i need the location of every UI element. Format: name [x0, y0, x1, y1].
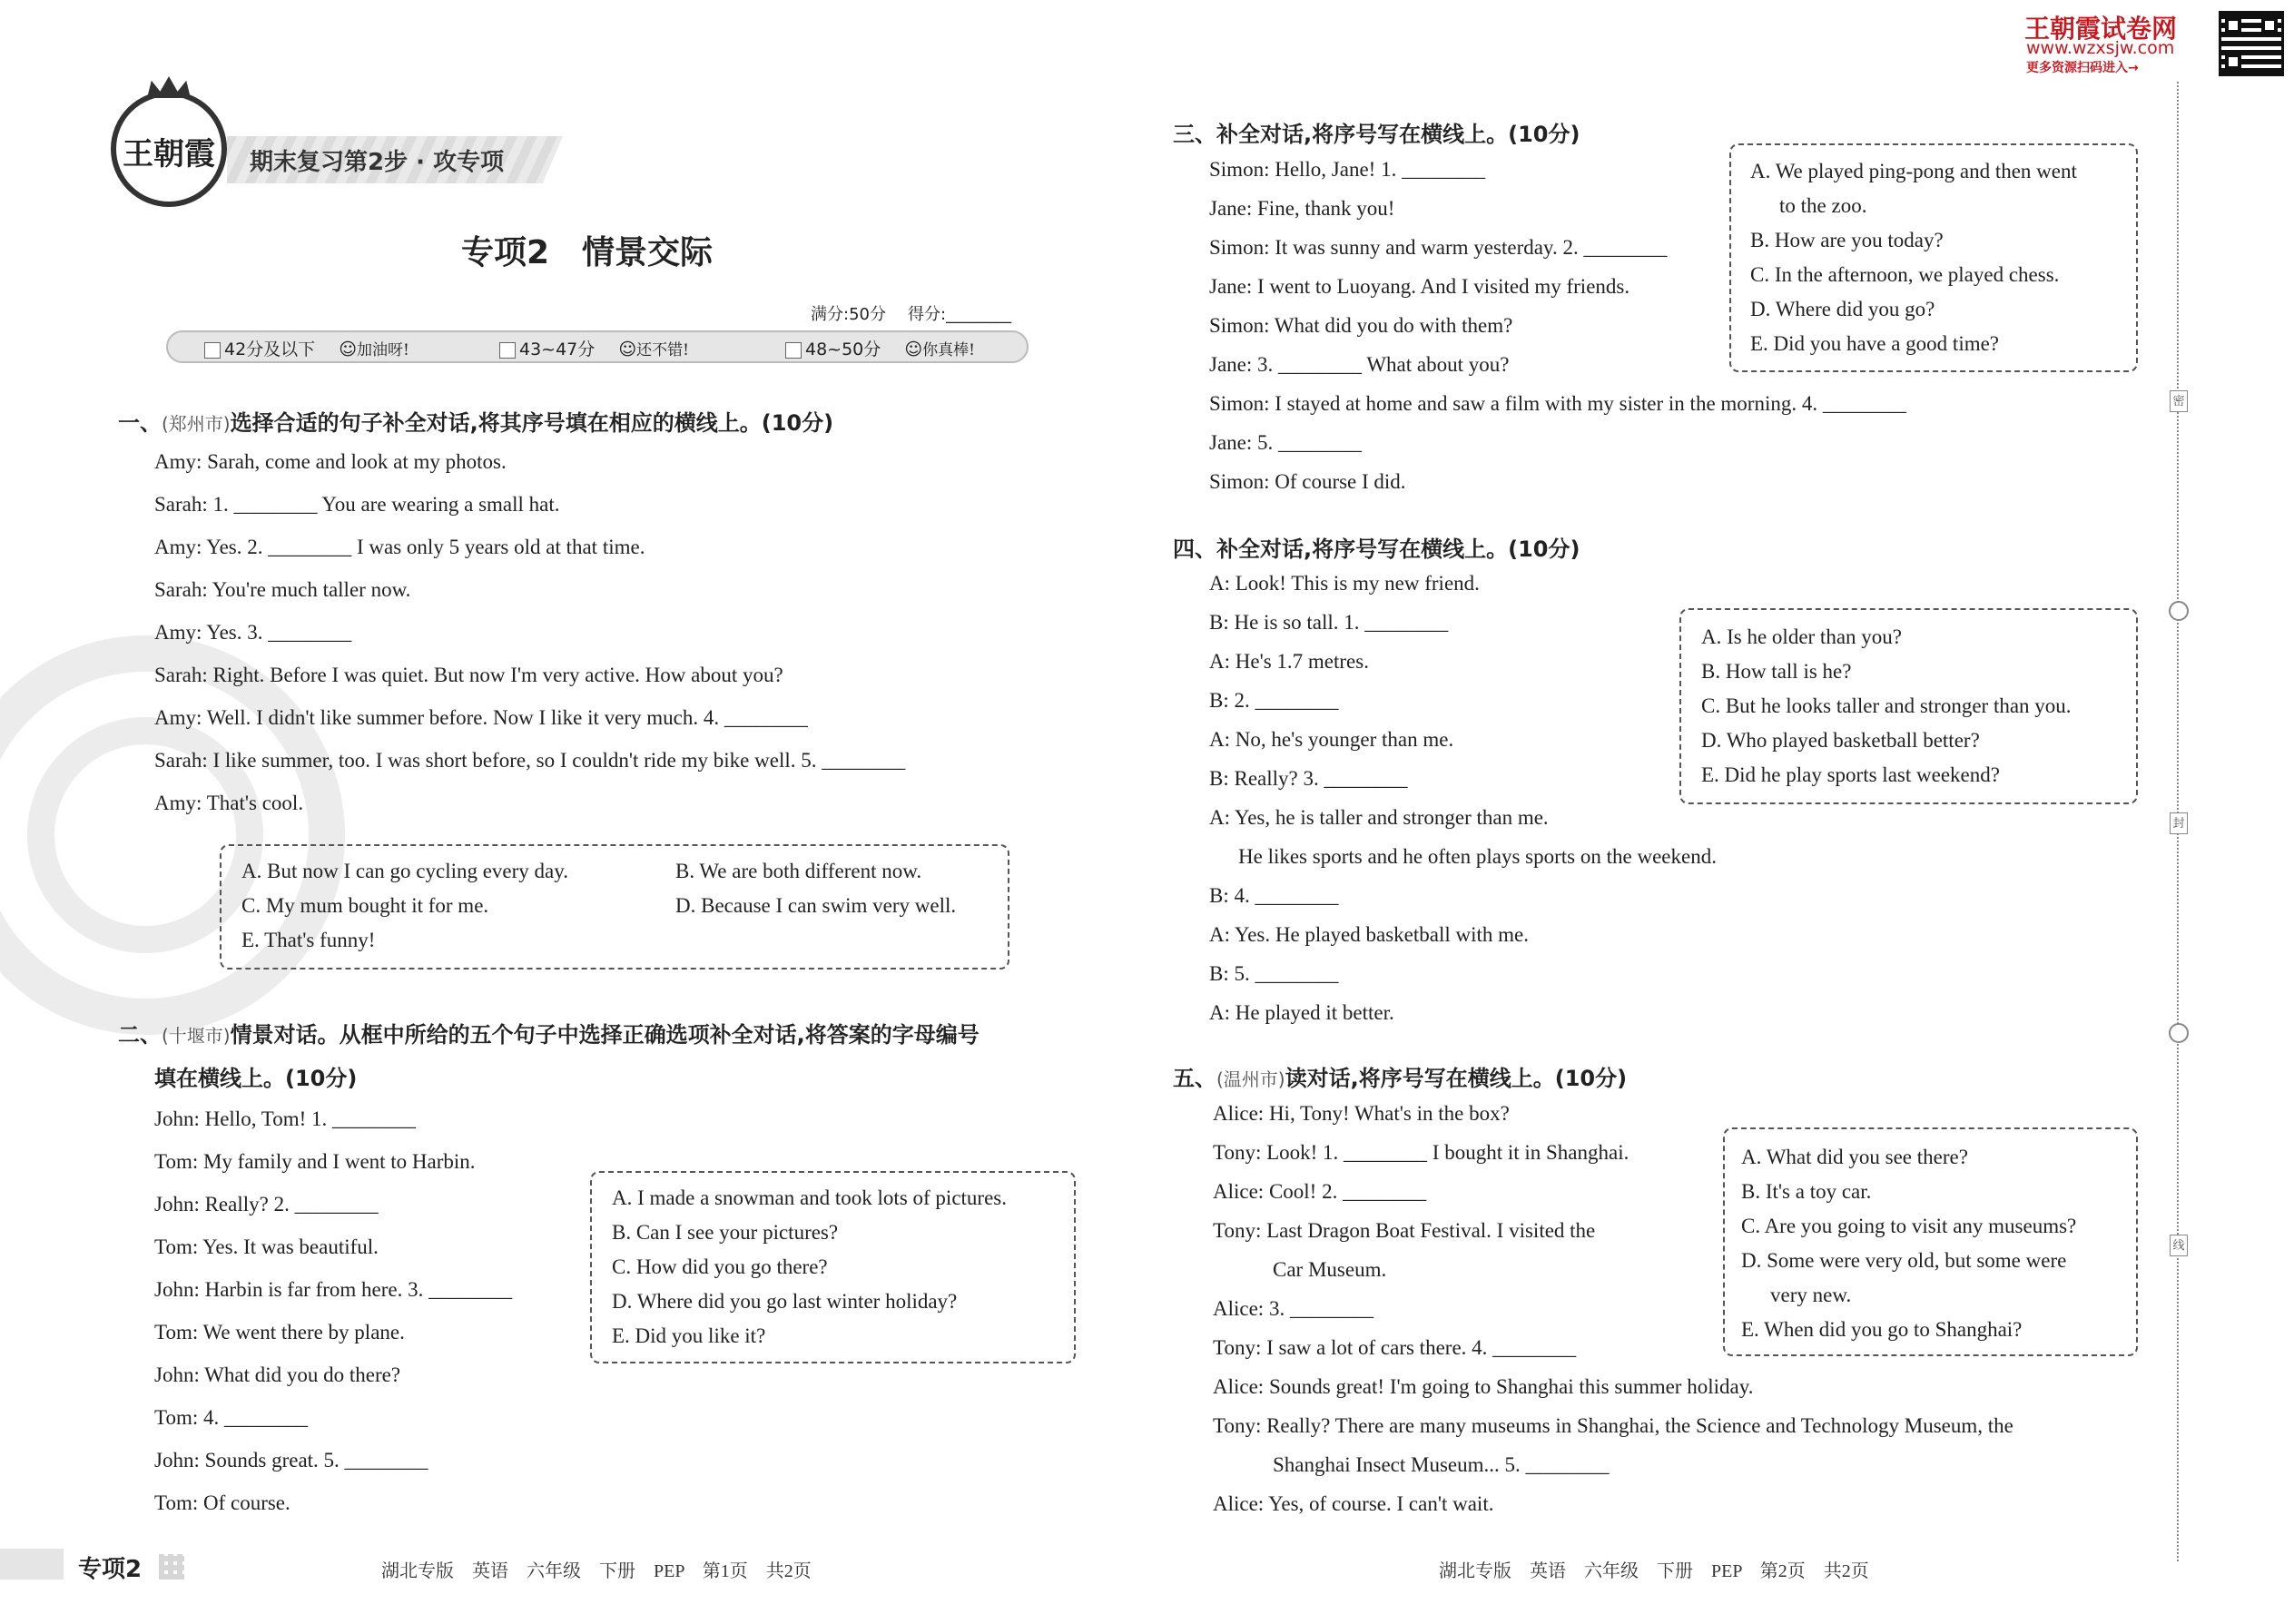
dialogue-line[interactable]: Shanghai Insect Museum... 5. ________	[1273, 1453, 1610, 1476]
dialogue-line: Simon: What did you do with them?	[1209, 314, 1513, 337]
site-brand: 王朝霞试卷网	[2024, 14, 2178, 44]
option: very new.	[1770, 1284, 1852, 1306]
option: D. Because I can swim very well.	[675, 894, 957, 917]
margin-mark-xian: 线	[2170, 1235, 2188, 1256]
footer-tag: 专项2	[78, 1556, 143, 1583]
option: B. It's a toy car.	[1741, 1180, 1872, 1203]
dialogue-line: Sarah: You're much taller now.	[154, 578, 411, 601]
dialogue-line[interactable]: Simon: Hello, Jane! 1. ________	[1209, 158, 1486, 181]
binding-hole-icon	[2169, 601, 2189, 621]
dialogue-line: A: Yes, he is taller and stronger than me.	[1209, 806, 1549, 829]
dialogue-line[interactable]: John: Hello, Tom! 1. ________	[154, 1107, 417, 1130]
dialogue-line: Tom: My family and I went to Harbin.	[154, 1150, 476, 1173]
option: E. When did you go to Shanghai?	[1741, 1318, 2023, 1341]
dialogue-line[interactable]: Alice: Cool! 2. ________	[1213, 1180, 1427, 1203]
dialogue-line: A: Yes. He played basketball with me.	[1209, 923, 1529, 946]
section-3-heading: 三、补全对话,将序号写在横线上。(10分)	[1173, 122, 1580, 147]
option: E. Did he play sports last weekend?	[1701, 763, 2000, 786]
dialogue-line: Tony: Really? There are many museums in Shanghai, the Science and Technology Museum, the	[1213, 1414, 2013, 1437]
dialogue-line[interactable]: Simon: I stayed at home and saw a film with my sister in the morning. 4. ________	[1209, 392, 1906, 415]
face-icon: ☺	[618, 340, 637, 359]
dialogue-line[interactable]: John: Sounds great. 5. ________	[154, 1449, 428, 1471]
dialogue-line[interactable]: Tony: Look! 1. ________ I bought it in Shanghai.	[1213, 1141, 1629, 1164]
dialogue-line: A: He played it better.	[1209, 1001, 1394, 1024]
dialogue-line[interactable]: B: He is so tall. 1. ________	[1209, 611, 1449, 634]
option: D. Some were very old, but some were	[1741, 1249, 2067, 1272]
option: A. I made a snowman and took lots of pictures.	[612, 1186, 1007, 1209]
dialogue-line: Amy: That's cool.	[154, 792, 304, 814]
brand-logo	[111, 91, 227, 207]
dialogue-line: Jane: I went to Luoyang. And I visited my friends.	[1209, 275, 1630, 298]
dialogue-line: Amy: Sarah, come and look at my photos.	[154, 450, 507, 473]
score-level-3[interactable]: 48~50分 ☺你真棒!	[785, 336, 975, 360]
dialogue-line[interactable]: B: 2. ________	[1209, 689, 1339, 712]
option: A. We played ping-pong and then went	[1750, 160, 2077, 182]
binding-hole-icon	[2169, 1023, 2189, 1043]
footer-dots-icon	[159, 1554, 184, 1580]
option: C. My mum bought it for me.	[241, 894, 489, 917]
option: E. Did you have a good time?	[1750, 332, 2000, 355]
margin-mark-feng: 封	[2170, 812, 2188, 834]
dialogue-line: A: Look! This is my new friend.	[1209, 572, 1480, 595]
dialogue-line[interactable]: B: Really? 3. ________	[1209, 767, 1408, 790]
dialogue-line: Car Museum.	[1273, 1258, 1387, 1281]
site-note: 更多资源扫码进入→	[2026, 61, 2139, 75]
dialogue-line: Tom: Yes. It was beautiful.	[154, 1235, 379, 1258]
option: B. We are both different now.	[675, 860, 922, 882]
option: D. Where did you go last winter holiday?	[612, 1290, 958, 1313]
face-icon: ☺	[339, 340, 358, 359]
dialogue-line[interactable]: Simon: It was sunny and warm yesterday. 2. ________	[1209, 236, 1668, 259]
option: E. Did you like it?	[612, 1324, 766, 1347]
option: B. How tall is he?	[1701, 660, 1852, 683]
page-title: 专项2 情景交际	[461, 234, 714, 271]
dialogue-line[interactable]: B: 5. ________	[1209, 962, 1339, 985]
option: C. Are you going to visit any museums?	[1741, 1215, 2077, 1237]
footer-page-2: 湖北专版 英语 六年级 下册 PEP 第2页 共2页	[1439, 1561, 1869, 1581]
footer-page-1: 湖北专版 英语 六年级 下册 PEP 第1页 共2页	[381, 1561, 812, 1581]
dialogue-line[interactable]: Tony: I saw a lot of cars there. 4. ________	[1213, 1336, 1577, 1359]
dialogue-line: He likes sports and he often plays sports on the weekend.	[1238, 845, 1717, 868]
dialogue-line[interactable]: Jane: 5. ________	[1209, 431, 1363, 454]
dialogue-line: Alice: Yes, of course. I can't wait.	[1213, 1492, 1494, 1515]
logo-text: 王朝霞	[123, 136, 215, 172]
dialogue-line: Simon: Of course I did.	[1209, 470, 1406, 493]
score-level-2-checkbox[interactable]	[499, 342, 516, 359]
dialogue-line: Jane: Fine, thank you!	[1209, 197, 1395, 220]
dialogue-line[interactable]: Alice: 3. ________	[1213, 1297, 1373, 1320]
margin-mark-mi: 密	[2170, 390, 2188, 412]
face-icon: ☺	[904, 340, 923, 359]
section-2-heading: 二、(十堰市)情景对话。从框中所给的五个句子中选择正确选项补全对话,将答案的字母编号	[118, 1022, 980, 1048]
option: A. What did you see there?	[1741, 1146, 1968, 1168]
option: C. But he looks taller and stronger than you.	[1701, 694, 2072, 717]
score-level-1-checkbox[interactable]	[204, 342, 221, 359]
dialogue-line: A: No, he's younger than me.	[1209, 728, 1454, 751]
dialogue-line: Alice: Sounds great! I'm going to Shanghai this summer holiday.	[1213, 1375, 1754, 1398]
dialogue-line[interactable]: Jane: 3. ________ What about you?	[1209, 353, 1510, 376]
logo-crown-icon	[147, 76, 191, 98]
section-5-heading: 五、(温州市)读对话,将序号写在横线上。(10分)	[1173, 1066, 1628, 1091]
section-2-heading-cont: 填在横线上。(10分)	[154, 1066, 358, 1091]
score-level-2[interactable]: 43~47分 ☺还不错!	[499, 336, 689, 360]
option: C. In the afternoon, we played chess.	[1750, 263, 2060, 286]
dialogue-line[interactable]: Sarah: 1. ________ You are wearing a small hat.	[154, 493, 560, 516]
option: A. Is he older than you?	[1701, 625, 1902, 648]
dialogue-line[interactable]: Amy: Yes. 2. ________ I was only 5 years old at that time.	[154, 536, 645, 558]
dialogue-line: John: What did you do there?	[154, 1363, 401, 1386]
option: to the zoo.	[1779, 194, 1867, 217]
score-level-1[interactable]: 42分及以下 ☺加油呀!	[204, 336, 409, 360]
full-score: 满分:50分	[811, 305, 886, 324]
obtained-score: 得分:________	[908, 305, 1012, 324]
option: D. Where did you go?	[1750, 298, 1935, 320]
option: D. Who played basketball better?	[1701, 729, 1980, 752]
dialogue-line: Tom: Of course.	[154, 1491, 290, 1514]
dialogue-line[interactable]: Amy: Yes. 3. ________	[154, 621, 352, 644]
section-4-heading: 四、补全对话,将序号写在横线上。(10分)	[1173, 536, 1580, 562]
option: A. But now I can go cycling every day.	[241, 860, 569, 882]
dialogue-line[interactable]: Tom: 4. ________	[154, 1406, 308, 1429]
dialogue-line: Sarah: Right. Before I was quiet. But now I'm very active. How about you?	[154, 664, 783, 686]
option: C. How did you go there?	[612, 1255, 828, 1278]
dialogue-line[interactable]: Amy: Well. I didn't like summer before. Now I like it very much. 4. ________	[154, 706, 808, 729]
dialogue-line[interactable]: Sarah: I like summer, too. I was short before, so I couldn't ride my bike well. 5. ________	[154, 749, 906, 772]
qr-code-icon[interactable]	[2219, 11, 2284, 76]
banner-text: 期末复习第2步 · 攻专项	[250, 149, 505, 176]
dialogue-line[interactable]: B: 4. ________	[1209, 884, 1339, 907]
dialogue-line: Tom: We went there by plane.	[154, 1321, 405, 1343]
score-level-3-checkbox[interactable]	[785, 342, 802, 359]
dialogue-line: A: He's 1.7 metres.	[1209, 650, 1369, 673]
site-url: www.wzxsjw.com	[2026, 38, 2175, 58]
dialogue-line[interactable]: John: Really? 2. ________	[154, 1193, 379, 1216]
dialogue-line[interactable]: John: Harbin is far from here. 3. ________	[154, 1278, 513, 1301]
option: B. How are you today?	[1750, 229, 1944, 251]
dialogue-line: Alice: Hi, Tony! What's in the box?	[1213, 1102, 1510, 1125]
option: E. That's funny!	[241, 929, 376, 951]
dialogue-line: Tony: Last Dragon Boat Festival. I visited the	[1213, 1219, 1596, 1242]
section-1-heading: 一、(郑州市)选择合适的句子补全对话,将其序号填在相应的横线上。(10分)	[118, 410, 834, 436]
option: B. Can I see your pictures?	[612, 1221, 839, 1244]
